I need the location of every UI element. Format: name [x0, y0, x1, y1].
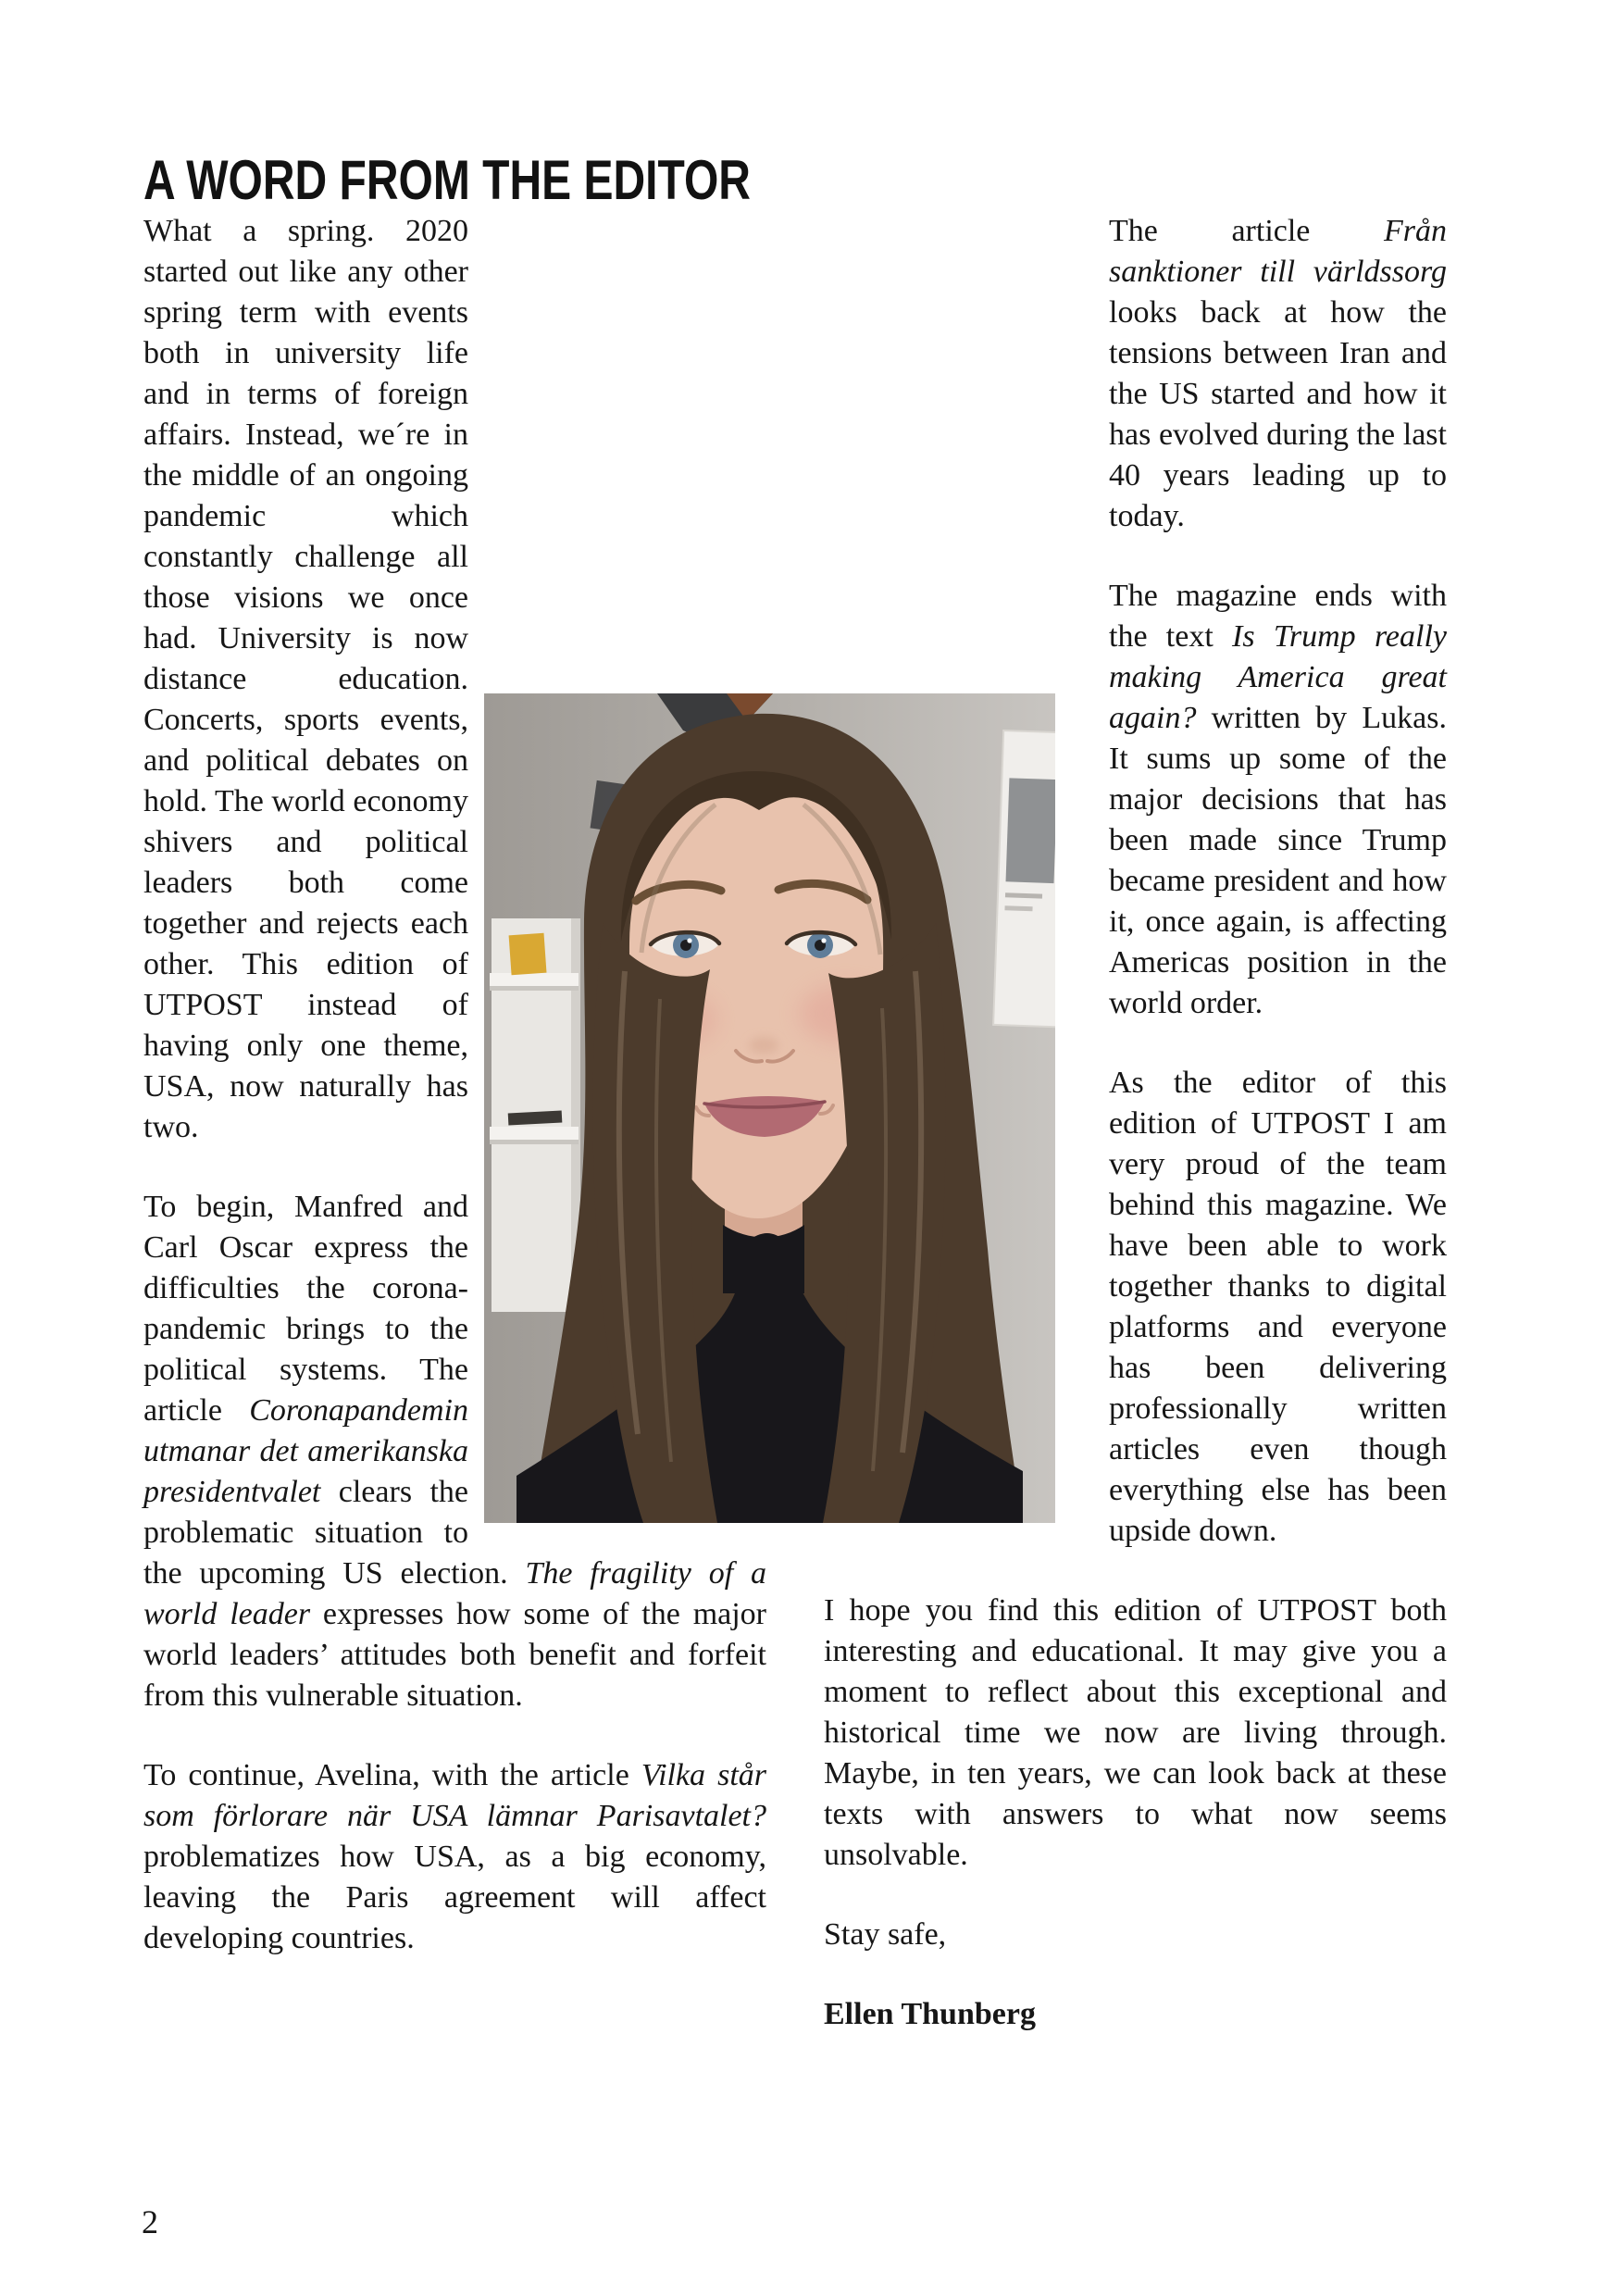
paragraph: The magazine ends with the text Is Trump really making America great again? written by Lukas. It sums up some of the major decisions that has been made since Trump became president and how it, once again, is affecting Americas position in the world order. — [1109, 579, 1447, 1020]
signature-name: Ellen Thunberg — [824, 1997, 1036, 2031]
editor-photo — [484, 693, 1055, 1523]
paragraph: What a spring. 2020 started out like any other spring term with events both in university life and in terms of foreign affairs. Instead, we´re in the middle of an ongoing pandemic which constantly challenge all those visions we once had. University is now distance education. Concerts, sports events, and political debates on hold. The world economy shivers and political leaders both come together and rejects each other. This edition of UTPOST instead of having only one theme, USA, now naturally has two. — [143, 214, 468, 1144]
paragraph: To continue, Avelina, with the article Vilka står som förlorare när USA lämnar Parisavtalet? problematizes how USA, as a big economy, leaving the Paris agreement will affect developing countries. — [143, 1758, 766, 1955]
closing-line: Stay safe, — [824, 1917, 947, 1952]
page-number: 2 — [142, 2203, 158, 2240]
paragraph: The article Från sanktioner till världssorg looks back at how the tensions between Iran and the US started and how it has evolved during the last 40 years leading up to today. — [1109, 214, 1447, 533]
paragraph: As the editor of this edition of UTPOST I am very proud of the team behind this magazine. We have been able to work together thanks to digital platforms and everyone has been delivering professionally written articles even though everything else has been upside down. — [1109, 1066, 1447, 1548]
editor-portrait-photo — [484, 693, 1055, 1523]
paragraph: I hope you find this edition of UTPOST both interesting and educational. It may give you a moment to reflect about this exceptional and historical time we now are living through. Maybe, in ten years, we can look back at these texts with answers to what now seems unsolvable. — [824, 1593, 1447, 1872]
paragraph: To begin, Manfred and Carl Oscar express the difficulties the corona-pandemic brings to the political systems. The article Coronapandemin utmanar det amerikanska presidentvalet clears the problematic situation to the upcoming US election. The fragility of a world leader expresses how some of the major world leaders’ attitudes both benefit and forfeit from this vulnerable situation. — [143, 1190, 766, 1713]
photo-poster — [993, 730, 1055, 1027]
photo-shelf — [490, 918, 580, 1312]
page-title: A WORD FROM THE EDITOR — [143, 149, 751, 212]
